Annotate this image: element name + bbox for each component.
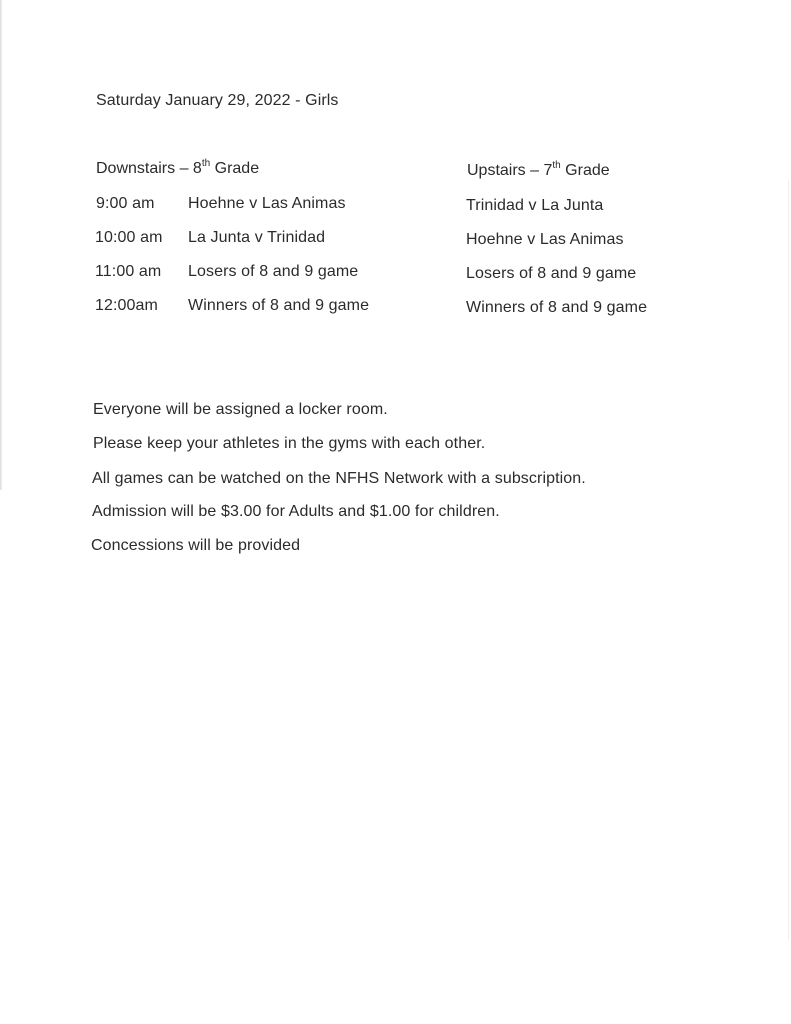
upstairs-heading-prefix: Upstairs – 7 xyxy=(467,162,553,179)
downstairs-matchup-3: Losers of 8 and 9 game xyxy=(188,263,359,280)
upstairs-matchup-3: Losers of 8 and 9 game xyxy=(466,265,637,282)
downstairs-matchup-1: Hoehne v Las Animas xyxy=(188,195,346,212)
upstairs-matchup-1: Trinidad v La Junta xyxy=(466,197,604,214)
downstairs-time-4: 12:00am xyxy=(95,297,158,314)
upstairs-heading-sup: th xyxy=(552,159,561,171)
downstairs-time-3: 11:00 am xyxy=(95,263,162,280)
downstairs-heading-prefix: Downstairs – 8 xyxy=(96,160,202,177)
upstairs-heading xyxy=(467,161,610,181)
upstairs-matchup-4: Winners of 8 and 9 game xyxy=(466,299,648,316)
scan-edge-shadow xyxy=(0,0,3,490)
downstairs-matchup-4: Winners of 8 and 9 game xyxy=(188,297,370,314)
note-gyms: Please keep your athletes in the gyms with each other. xyxy=(93,435,486,452)
upstairs-heading-suffix: Grade xyxy=(560,162,610,179)
downstairs-time-1: 9:00 am xyxy=(96,195,155,212)
note-concessions: Concessions will be provided xyxy=(91,537,301,554)
downstairs-matchup-2: La Junta v Trinidad xyxy=(188,229,326,246)
note-locker-room: Everyone will be assigned a locker room. xyxy=(93,401,388,418)
downstairs-heading-sup: th xyxy=(201,157,211,169)
document-title: Saturday January 29, 2022 - Girls xyxy=(96,92,339,109)
downstairs-heading xyxy=(96,159,259,179)
downstairs-heading-suffix: Grade xyxy=(210,160,260,177)
downstairs-time-2: 10:00 am xyxy=(95,229,163,246)
note-nfhs-network: All games can be watched on the NFHS Network with a subscription. xyxy=(92,470,586,487)
note-admission: Admission will be $3.00 for Adults and $1.00 for children. xyxy=(92,503,500,520)
upstairs-matchup-2: Hoehne v Las Animas xyxy=(466,231,624,248)
scan-edge-line xyxy=(788,180,789,940)
